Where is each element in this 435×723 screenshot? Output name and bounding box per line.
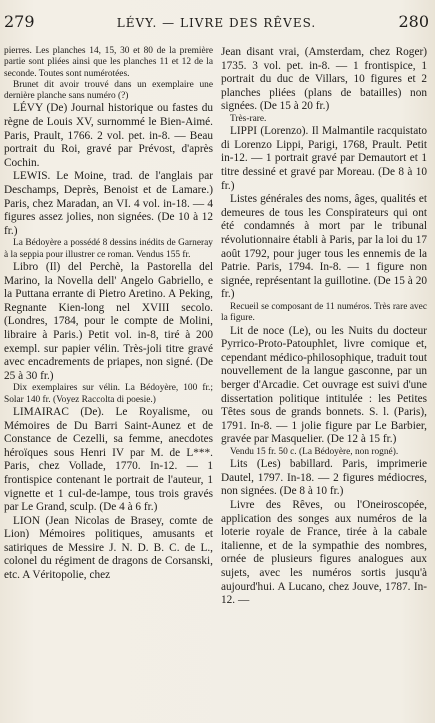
entry-livre-des-reves: Livre des Rêves, ou l'Oneiroscopée, application des songes aux numéros de la loterie royale de France, tirée à la cabale italienne, et de la sympathie des nombres, ornée de plusieurs figures analogues aux sujets, avec les numéros sortis jusqu'à aujourd'hui. A Lucano, chez Jouve, 1787. In-12. —	[221, 499, 427, 607]
note-vellum-copies: Dix exemplaires sur vélin. La Bédoyère, 100 fr.; Solar 140 fr. (Voyez Raccolta di poesie.)	[4, 383, 213, 405]
page-number-left: 279	[4, 12, 35, 31]
entry-lion-continued: Jean disant vrai, (Amsterdam, chez Roger) 1735. 3 vol. pet. in-8. — 1 frontispice, 1 portrait du duc de Villars, 10 figures et 2 planches pliées (plans de batailles) non signées. (De 15 à 20 fr.)	[221, 46, 427, 113]
entry-lewis: LEWIS. Le Moine, trad. de l'anglais par Deschamps, Deprès, Benoist et de Lamare.) Paris, chez Maradan, an VI. 4 vol. in-18. — 4 figures assez jolies, non signées. (De 10 à 12 fr.)	[4, 170, 213, 237]
note-extra-plate: Brunet dit avoir trouvé dans un exemplaire une dernière planche sans numéro (?)	[4, 79, 213, 102]
entry-libro-perche: Libro (Il) del Perchè, la Pastorella del Marino, la Novella dell' Angelo Gabriello, e la Puttana errante di Pietro Aretino. A Peking, Regnante Kien-long nel XVIII secolo. (Londres, 1784, pour le compte de Molini, libraire à Paris.) Petit vol. in-8, tiré à 200 exempl. sur papier vélin. Très-joli titre gravé avec encadrements de priapes, non signé. (De 25 à 30 fr.)	[4, 261, 213, 382]
note-recueil: Recueil se composant de 11 numéros. Très rare avec la figure.	[221, 301, 427, 324]
entry-listes-generales: Listes générales des noms, âges, qualités et demeures de tous les Conspirateurs qui ont été condamnés à mort par le tribunal révolutionnaire établi à Paris, par la loi du 17 août 1792, pour juger tous les ennemis de la Patrie. Paris, 1794. In-8. — 1 figure non signée, représentant la guillotine. (De 15 à 20 fr.)	[221, 193, 427, 301]
entry-limairac: LIMAIRAC (De). Le Royalisme, ou Mémoires de Du Barri Saint-Aunez et de Constance de Cezelli, sa femme, anecdotes héroïques sous Henri IV par M. de L***. Paris, chez Vollade, 1770. In-12. — 1 frontispice contenant le portrait de l'auteur, 1 vignette et 1 cul-de-lampe, tous trois gravés par Le Grand, sculp. (De 4 à 6 fr.)	[4, 405, 213, 514]
note-sold-price: Vendu 15 fr. 50 c. (La Bédoyère, non rogné).	[230, 446, 399, 457]
note-bedoyere-drawings: La Bédoyère a possédé 8 dessins inédits de Garneray à la seppia pour illustrer ce roman. Vendus 155 fr.	[4, 238, 213, 260]
note-very-rare: Très-rare.	[230, 113, 267, 124]
running-title: LÉVY. — LIVRE DES RÊVES.	[116, 16, 317, 30]
entry-lits-babillard: Lits (Les) babillard. Paris, imprimerie Dautel, 1797. In-18. — 2 figures médiocres, non signées. (De 8 à 10 fr.)	[221, 458, 427, 498]
entry-lit-de-noce: Lit de noce (Le), ou les Nuits du docteur Pyrrico-Proto-Patouphlet, livre comique et, cependant médico-philosophique, traduit tout nouvellement de la langue gasconne, par un berger d'Arcadie. Cet ouvrage est suivi d'une dissertation politique intitulée : les Petites Têtes sous de grands bonnets. S. l. (Paris), 1791. In-8. — 1 jolie figure par Le Barbier, gravée par Masquelier. (De 12 à 15 fr.)	[221, 324, 427, 446]
entry-levy: LÉVY (De) Journal historique ou fastes du règne de Louis XV, surnommé le Bien-Aimé. Paris, Prault, 1766. 2 vol. pet. in-8. — Beau portrait du Roi, gravé par Prévost, d'après Cochin.	[4, 102, 213, 169]
right-column	[221, 46, 427, 721]
left-column	[4, 46, 213, 721]
entry-lion: LION (Jean Nicolas de Brasey, comte de Lion) Mémoires politiques, amusants et satiriques de Messire J. N. D. B. C. de L., colonel du régiment de dragons de Corsanski, etc. A Véritopolie, chez	[4, 514, 213, 582]
entry-lippi: LIPPI (Lorenzo). Il Malmantile racquistato di Lorenzo Lippi, Parigi, 1768, Prault. Petit in-12. — 1 portrait gravé par Demautort et 1 titre dessiné et gravé par Moreau. (De 8 à 10 fr.)	[221, 125, 427, 192]
page-number-right: 280	[398, 12, 429, 31]
page-header	[4, 12, 429, 40]
note-plates: pierres. Les planches 14, 15, 30 et 80 de la première partie sont pliées ainsi que les planches 11 et 12 de la seconde. Toutes sont numérotées.	[4, 46, 213, 79]
